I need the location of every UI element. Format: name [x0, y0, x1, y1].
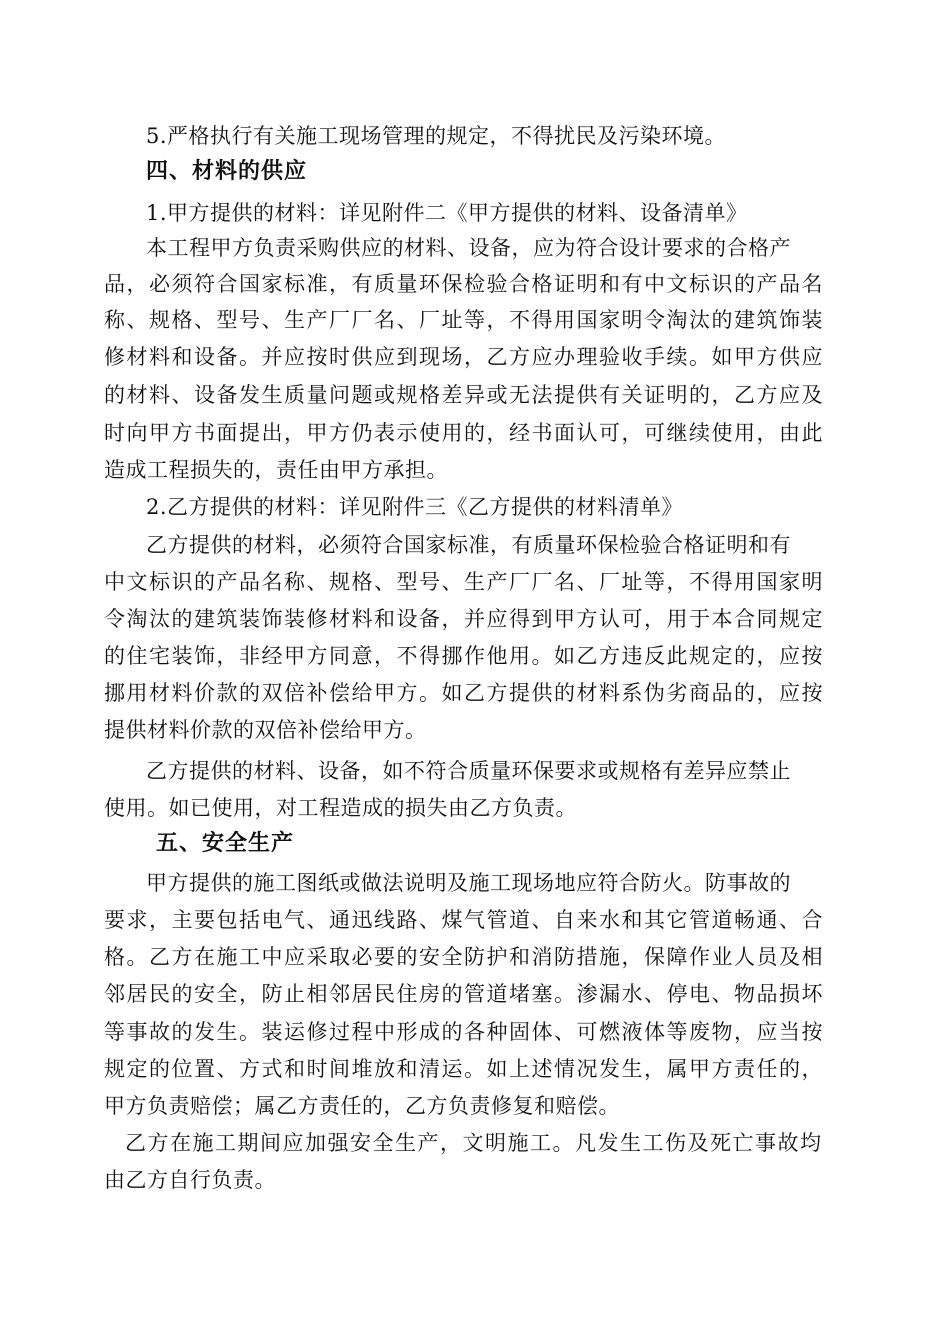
- s4-p1-line: 品，必须符合国家标准，有质量环保检验合格证明和有中文标识的产品名: [104, 272, 824, 296]
- s5-p1-line: 甲方负责赔偿；属乙方责任的，乙方负责修复和赔偿。: [104, 1094, 620, 1118]
- s4-item-2: 2.乙方提供的材料：详见附件三《乙方提供的材料清单》: [146, 495, 684, 519]
- s4-p1-line: 造成工程损失的，责任由甲方承担。: [104, 458, 448, 482]
- s4-p2-line: 的住宅装饰，非经甲方同意，不得挪作他用。如乙方违反此规定的，应按: [104, 644, 824, 668]
- item-5: 5.严格执行有关施工现场管理的规定，不得扰民及污染环境。: [146, 124, 727, 148]
- s4-p1-line: 时向甲方书面提出，甲方仍表示使用的，经书面认可，可继续使用，由此: [104, 421, 824, 445]
- s4-p2-line: 中文标识的产品名称、规格、型号、生产厂厂名、厂址等，不得用国家明: [104, 570, 824, 594]
- s5-p1-line: 规定的位置、方式和时间堆放和清运。如上述情况发生，属甲方责任的，: [104, 1057, 824, 1081]
- s5-p1-line: 甲方提供的施工图纸或做法说明及施工现场地应符合防火。防事故的: [146, 871, 791, 895]
- s5-p1-line: 等事故的发生。装运修过程中形成的各种固体、可燃液体等废物，应当按: [104, 1020, 824, 1044]
- s4-p3-line: 乙方提供的材料、设备，如不符合质量环保要求或规格有差异应禁止: [146, 759, 791, 783]
- s4-p2-line: 令淘汰的建筑装饰装修材料和设备，并应得到甲方认可，用于本合同规定: [104, 607, 824, 631]
- s5-p1-line: 要求，主要包括电气、通迅线路、煤气管道、自来水和其它管道畅通、合: [104, 908, 824, 932]
- s5-p2-line: 乙方在施工期间应加强安全生产，文明施工。凡发生工伤及死亡事故均: [125, 1131, 823, 1155]
- s4-p1-line: 的材料、设备发生质量问题或规格差异或无法提供有关证明的，乙方应及: [104, 383, 824, 407]
- s4-p1-line: 本工程甲方负责采购供应的材料、设备，应为符合设计要求的合格产: [146, 236, 791, 260]
- s4-item-1: 1.甲方提供的材料：详见附件二《甲方提供的材料、设备清单》: [146, 201, 748, 225]
- s4-p2-line: 乙方提供的材料，必须符合国家标准，有质量环保检验合格证明和有: [146, 533, 791, 557]
- s4-p2-line: 挪用材料价款的双倍补偿给甲方。如乙方提供的材料系伪劣商品的，应按: [104, 681, 824, 705]
- section-5-heading: 五、安全生产: [156, 831, 295, 856]
- s4-p1-line: 修材料和设备。并应按时供应到现场，乙方应办理验收手续。如甲方供应: [104, 345, 824, 369]
- s4-p2-line: 提供材料价款的双倍补偿给甲方。: [104, 718, 427, 742]
- s4-p3-line: 使用。如已使用，对工程造成的损失由乙方负责。: [104, 796, 577, 820]
- s5-p1-line: 邻居民的安全，防止相邻居民住房的管道堵塞。渗漏水、停电、物品损坏: [104, 982, 824, 1006]
- s5-p1-line: 格。乙方在施工中应采取必要的安全防护和消防措施，保障作业人员及相: [104, 945, 824, 969]
- s4-p1-line: 称、规格、型号、生产厂厂名、厂址等，不得用国家明令淘汰的建筑饰装: [104, 308, 824, 332]
- s5-p2-line: 由乙方自行负责。: [104, 1168, 276, 1192]
- section-4-heading: 四、材料的供应: [146, 159, 308, 184]
